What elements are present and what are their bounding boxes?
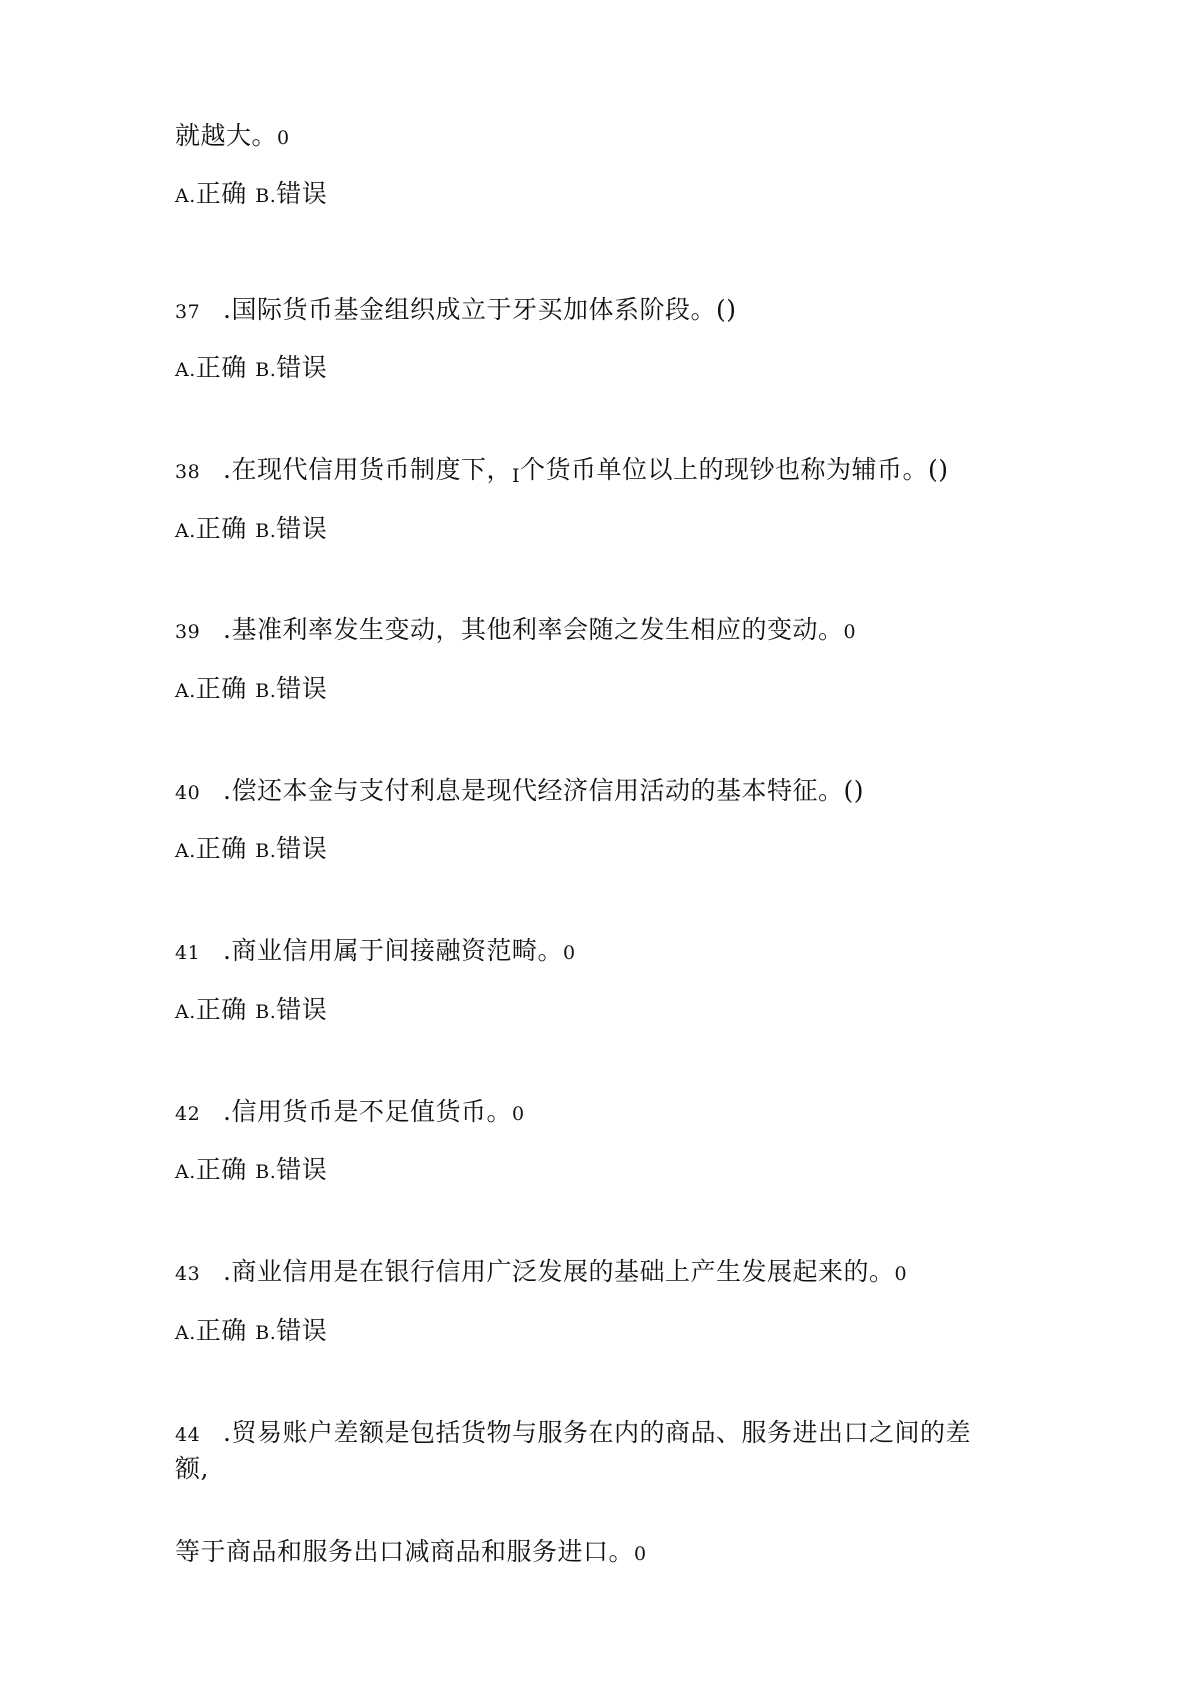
question-text: .基准利率发生变动，其他利率会随之发生相应的变动。 [223,615,844,644]
question-36-continuation [175,121,290,153]
option-a-text: 正确 [195,1316,247,1345]
question-text-line1: .贸易账户差额是包括货物与服务在内的商品、服务进出口之间的差 [223,1418,971,1447]
question-44-line2 [175,1454,209,1484]
option-b-text: 错误 [276,179,328,208]
option-a-text: 正确 [195,1155,247,1184]
question-text-part2: 个货币单位以上的现钞也称为辅币。 [519,455,928,484]
numeral-marker: I [511,465,520,487]
option-b-label: B. [255,359,277,381]
question-43-options [175,1316,327,1348]
question-text: .商业信用是在银行信用广泛发展的基础上产生发展起来的。 [223,1257,895,1286]
option-b-text: 错误 [276,995,328,1024]
option-a-text: 正确 [195,674,247,703]
question-37-options [175,353,327,385]
question-number: 44 [175,1424,201,1446]
option-a-text: 正确 [195,995,247,1024]
question-number: 43 [175,1263,201,1285]
answer-paren: () [843,776,864,805]
question-38 [175,455,949,491]
question-43 [175,1257,907,1289]
question-40 [175,776,864,808]
option-b-label: B. [255,840,277,862]
option-b-text: 错误 [276,1316,328,1345]
question-41 [175,936,576,968]
option-b-text: 错误 [276,1155,328,1184]
question-39-options [175,674,327,706]
answer-paren: 0 [843,621,857,643]
question-text: .商业信用属于间接融资范畸。 [223,936,563,965]
question-number: 39 [175,621,201,643]
question-42-options [175,1155,327,1187]
question-text-line3: 等于商品和服务出口减商品和服务进口。 [175,1537,635,1566]
option-b-label: B. [255,1001,277,1023]
option-b-text: 错误 [276,674,328,703]
question-text: .偿还本金与支付利息是现代经济信用活动的基本特征。 [223,776,844,805]
question-text: .信用货币是不足值货币。 [223,1097,512,1126]
question-text: .国际货币基金组织成立于牙买加体系阶段。 [223,295,716,324]
answer-paren: 0 [562,942,576,964]
answer-paren: 0 [511,1103,525,1125]
option-a-text: 正确 [195,179,247,208]
option-b-label: B. [255,680,277,702]
question-text-part1: .在现代信用货币制度下， [223,455,512,484]
question-text-line2: 额, [175,1454,209,1483]
question-text: 就越大。 [175,121,278,150]
option-a-label: A. [175,1161,196,1183]
question-38-options [175,514,327,546]
answer-paren: () [715,295,737,324]
question-number: 41 [175,942,201,964]
question-37 [175,295,736,327]
question-36-options [175,179,327,211]
option-a-label: A. [175,1322,196,1344]
question-41-options [175,995,327,1027]
question-39 [175,615,856,647]
option-a-label: A. [175,1001,196,1023]
question-40-options [175,834,327,866]
option-a-label: A. [175,359,196,381]
option-a-label: A. [175,680,196,702]
option-a-text: 正确 [195,353,247,382]
option-a-text: 正确 [195,514,247,543]
question-number: 40 [175,782,201,804]
question-44-line3 [175,1537,647,1569]
question-number: 38 [175,461,201,483]
question-number: 37 [175,301,201,323]
answer-paren: 0 [894,1263,908,1285]
option-b-text: 错误 [276,514,328,543]
option-b-text: 错误 [276,353,328,382]
option-a-label: A. [175,520,196,542]
answer-paren: () [927,455,949,484]
question-number: 42 [175,1103,201,1125]
option-b-label: B. [255,520,277,542]
option-b-label: B. [255,1322,277,1344]
option-b-text: 错误 [276,834,328,863]
option-a-text: 正确 [195,834,247,863]
option-a-label: A. [175,185,196,207]
option-b-label: B. [255,185,277,207]
answer-paren: 0 [634,1543,647,1565]
option-b-label: B. [255,1161,277,1183]
question-42 [175,1097,525,1129]
option-a-label: A. [175,840,196,862]
answer-paren: 0 [277,127,290,149]
question-44 [175,1418,971,1450]
